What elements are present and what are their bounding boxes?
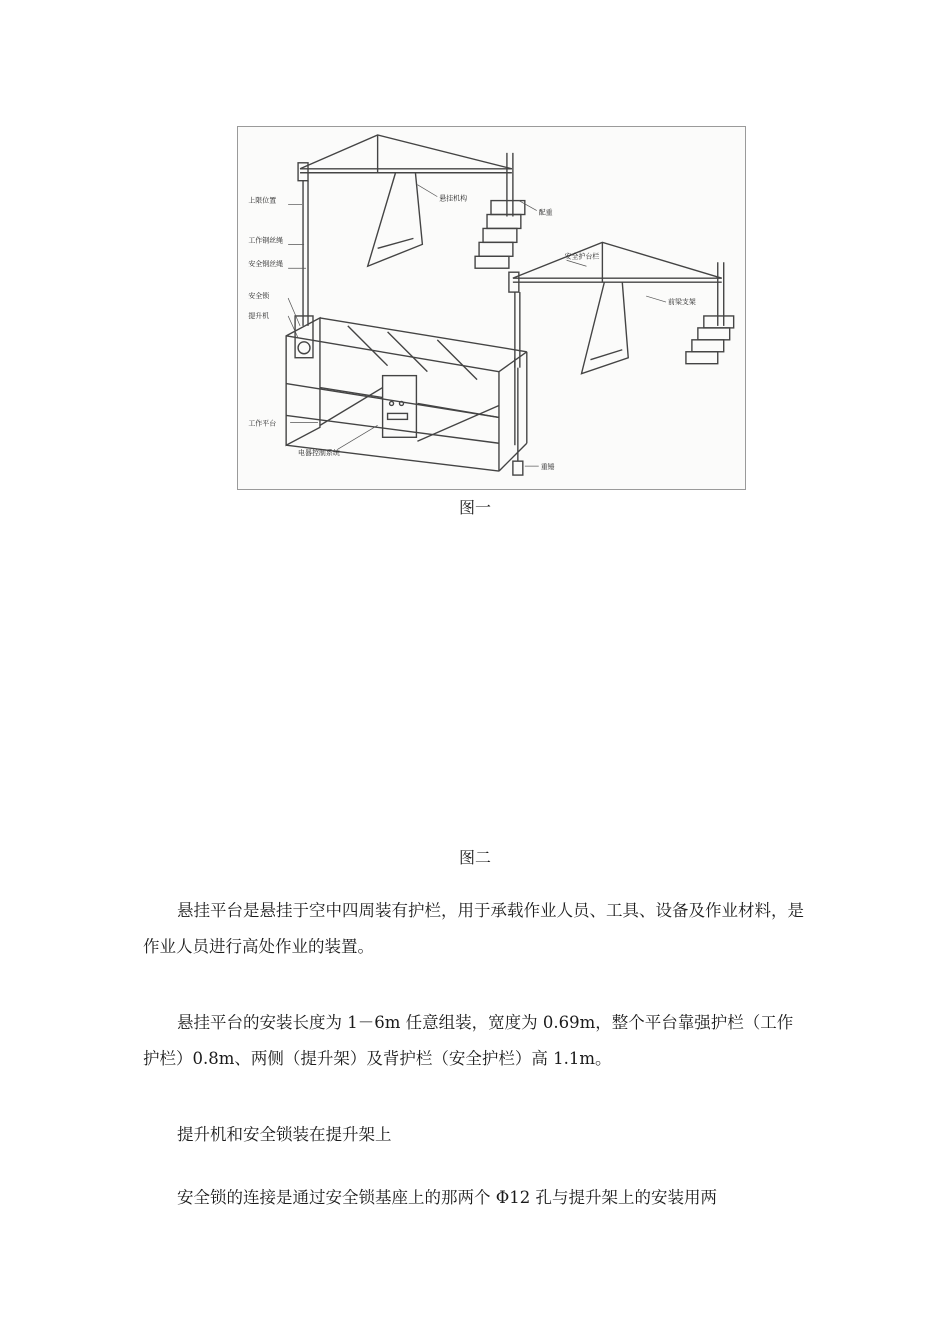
label-safety-rail: 安全护台栏: [564, 252, 600, 261]
label-safety-lock: 安全锁: [248, 292, 270, 301]
paragraph-lock-connection: 安全锁的连接是通过安全锁基座上的那两个 Φ12 孔与提升架上的安装用两: [177, 1188, 718, 1207]
paragraph-platform-definition: 悬挂平台是悬挂于空中四周装有护栏，用于承载作业人员、工具、设备及作业材料，是作业人员进行高处作业的装置。: [143, 901, 804, 956]
label-upper-limit: 上限位置: [248, 196, 277, 205]
label-suspension: 悬挂机构: [439, 194, 468, 203]
paragraph-platform-dimensions: 悬挂平台的安装长度为 1－6m 任意组装，宽度为 0.69m，整个平台靠强护栏（工作护栏）0.8m、两侧（提升架）及背护栏（安全护栏）高 1.1m。: [143, 1013, 794, 1068]
label-hammer: 重锤: [540, 463, 555, 472]
paragraph-hoist-lock: 提升机和安全锁装在提升架上: [177, 1125, 392, 1144]
figure2-caption: 图二: [458, 848, 491, 867]
label-counterweight: 配重: [538, 208, 553, 217]
label-work-rope: 工作钢丝绳: [248, 236, 284, 245]
figure-gondola-diagram: [237, 126, 746, 490]
label-work-platform: 工作平台: [248, 419, 277, 428]
gondola-line-drawing: [238, 127, 745, 489]
label-electric-control: 电器控制系统: [298, 449, 340, 458]
figure1-caption: 图一: [458, 498, 491, 517]
label-right-tag: 前梁支架: [668, 298, 696, 307]
label-hoist: 提升机: [248, 311, 270, 320]
label-safety-rope: 安全钢丝绳: [248, 260, 284, 269]
